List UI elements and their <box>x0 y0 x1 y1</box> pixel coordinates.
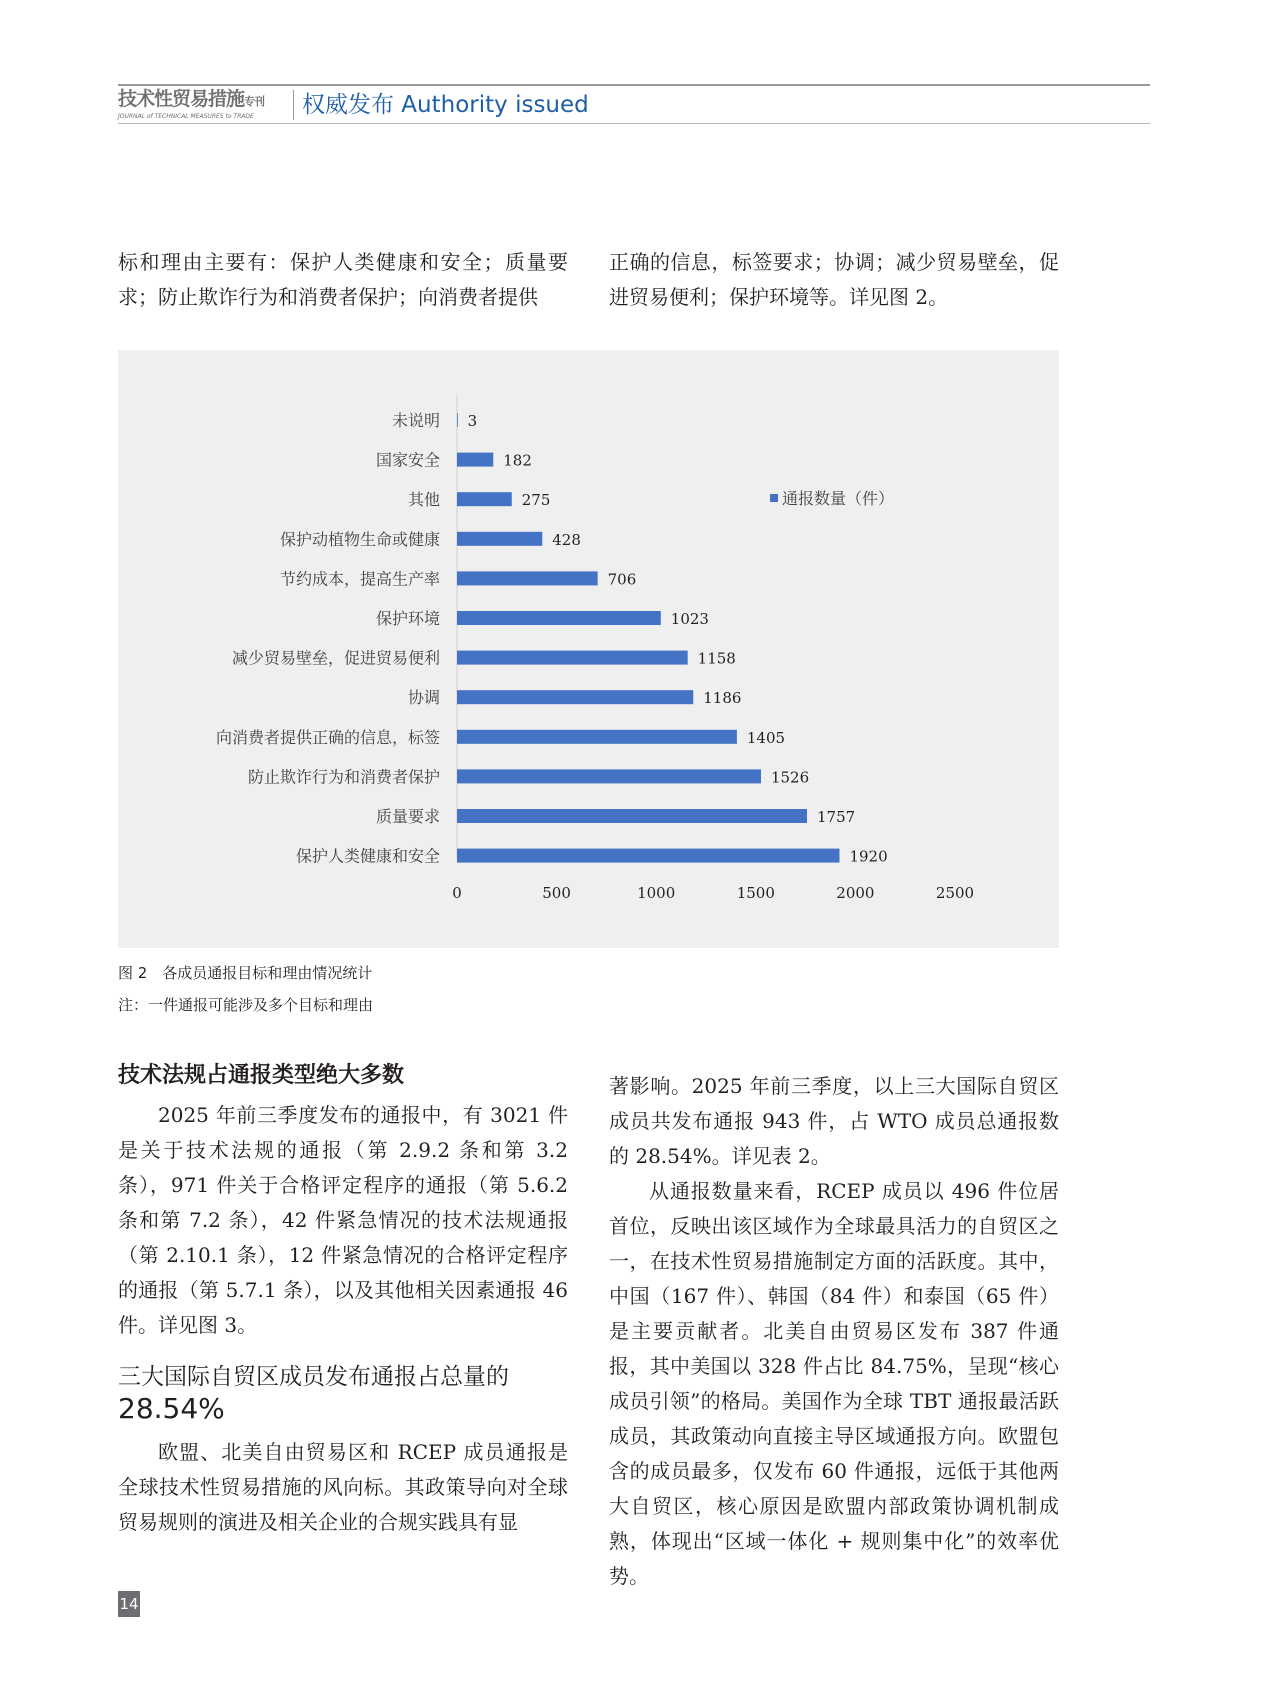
bar <box>457 730 737 744</box>
category-label: 保护动植物生命或健康 <box>279 529 440 549</box>
left-column <box>118 1060 568 1540</box>
category-label: 保护环境 <box>375 609 440 628</box>
figure-caption: 图 2 各成员通报目标和理由情况统计 <box>118 964 373 982</box>
bar <box>457 690 693 704</box>
section-heading-technical-regulations: 技术法规占通报类型绝大多数 <box>118 1063 405 1088</box>
paragraph-notification-types: 2025 年前三季度发布的通报中，有 3021 件是关于技术法规的通报（第 2.9.2 条和第 3.2 条），971 件关于合格评定程序的通报（第 5.6.2 条和第 7.2 条），42 件紧急情况的技术法规通报（第 2.10.1 条），12 件紧急情况的合格评定程序的通报（第 5.7.1 条），以及其他相关因素通报 46 件。详见图 3。 <box>118 1103 568 1337</box>
x-tick-label: 2500 <box>935 884 975 902</box>
legend-label: 通报数量（件） <box>782 489 895 508</box>
bar <box>457 849 839 863</box>
top-right-text <box>609 245 1059 315</box>
section-tag: 权威发布 Authority issued <box>302 92 589 118</box>
data-label: 706 <box>607 570 637 589</box>
data-label: 3 <box>467 412 478 430</box>
data-label: 1526 <box>770 768 810 787</box>
bar <box>457 532 542 546</box>
figure-2-chart <box>118 350 1059 948</box>
journal-logo-subtitle: JOURNAL of TECHNICAL MEASURES to TRADE <box>118 113 254 120</box>
data-label: 428 <box>552 530 581 549</box>
bar <box>457 809 807 823</box>
bar <box>457 769 761 783</box>
data-label: 1186 <box>703 689 742 708</box>
category-label: 保护人类健康和安全 <box>295 846 440 866</box>
journal-logo <box>118 88 286 124</box>
data-label: 1920 <box>849 847 888 866</box>
category-label: 国家安全 <box>375 450 440 470</box>
right-column <box>609 1069 1059 1594</box>
data-label: 275 <box>521 491 551 510</box>
header-divider <box>293 90 294 120</box>
category-label: 防止欺诈行为和消费者保护 <box>247 767 440 787</box>
top-right-paragraph: 正确的信息，标签要求；协调；减少贸易壁垒，促进贸易便利；保护环境等。详见图 2。 <box>609 250 1059 309</box>
bar-chart-svg <box>118 350 1059 948</box>
category-label: 质量要求 <box>375 807 440 826</box>
x-tick-label: 500 <box>542 884 571 902</box>
top-left-paragraph: 标和理由主要有：保护人类健康和安全；质量要求；防止欺诈行为和消费者保护；向消费者提供 <box>118 250 568 309</box>
data-label: 1757 <box>816 808 856 826</box>
category-label: 向消费者提供正确的信息，标签 <box>215 727 440 747</box>
bar <box>457 571 598 585</box>
bar <box>457 413 458 427</box>
data-label: 1023 <box>670 610 709 628</box>
x-tick-label: 2000 <box>836 884 875 902</box>
category-label: 未说明 <box>391 411 440 430</box>
page-number: 14 <box>118 1591 140 1617</box>
bar <box>457 611 661 625</box>
header-bottom-rule <box>118 123 1150 124</box>
paragraph-free-trade-intro: 欧盟、北美自由贸易区和 RCEP 成员通报是全球技术性贸易措施的风向标。其政策导向对全球贸易规则的演进及相关企业的合规实践具有显 <box>118 1440 568 1534</box>
bar <box>457 492 512 506</box>
x-tick-label: 1500 <box>736 884 775 902</box>
legend-swatch <box>770 494 778 502</box>
paragraph-rcep-analysis: 从通报数量来看，RCEP 成员以 496 件位居首位，反映出该区域作为全球最具活力的自贸区之一，在技术性贸易措施制定方面的活跃度。其中，中国（167 件）、韩国（84 件）和泰国（65 件）是主要贡献者。北美自由贸易区发布 387 件通报，其中美国以 328 件占比 84.75%，呈现“核心成员引领”的格局。美国作为全球 TBT 通报最活跃成员，其政策动向直接主导区域通报方向。欧盟包含的成员最多，仅发布 60 件通报，远低于其他两大自贸区，核心原因是欧盟内部政策协调机制成熟，体现出“区域一体化 + 规则集中化”的效率优势。 <box>609 1179 1059 1588</box>
data-label: 1405 <box>746 728 786 747</box>
data-label: 182 <box>503 451 532 470</box>
bar <box>457 651 688 665</box>
bar <box>457 453 493 467</box>
section-heading-free-trade-zones: 三大国际自贸区成员发布通报占总量的 28.54% <box>118 1364 509 1425</box>
category-label: 协调 <box>407 688 440 708</box>
x-tick-label: 0 <box>452 884 462 902</box>
x-tick-label: 1000 <box>637 884 676 902</box>
top-left-text <box>118 245 568 315</box>
data-label: 1158 <box>697 649 736 668</box>
paragraph-impact: 著影响。2025 年前三季度，以上三大国际自贸区成员共发布通报 943 件，占 WTO 成员总通报数的 28.54%。详见表 2。 <box>609 1074 1059 1168</box>
header-top-rule <box>118 84 1150 86</box>
figure-note: 注：一件通报可能涉及多个目标和理由 <box>118 996 374 1014</box>
category-label: 其他 <box>407 490 440 510</box>
category-label: 减少贸易壁垒，促进贸易便利 <box>231 648 440 668</box>
category-label: 节约成本，提高生产率 <box>279 569 440 589</box>
journal-logo-text: 技术性贸易措施专刊 <box>118 88 265 110</box>
